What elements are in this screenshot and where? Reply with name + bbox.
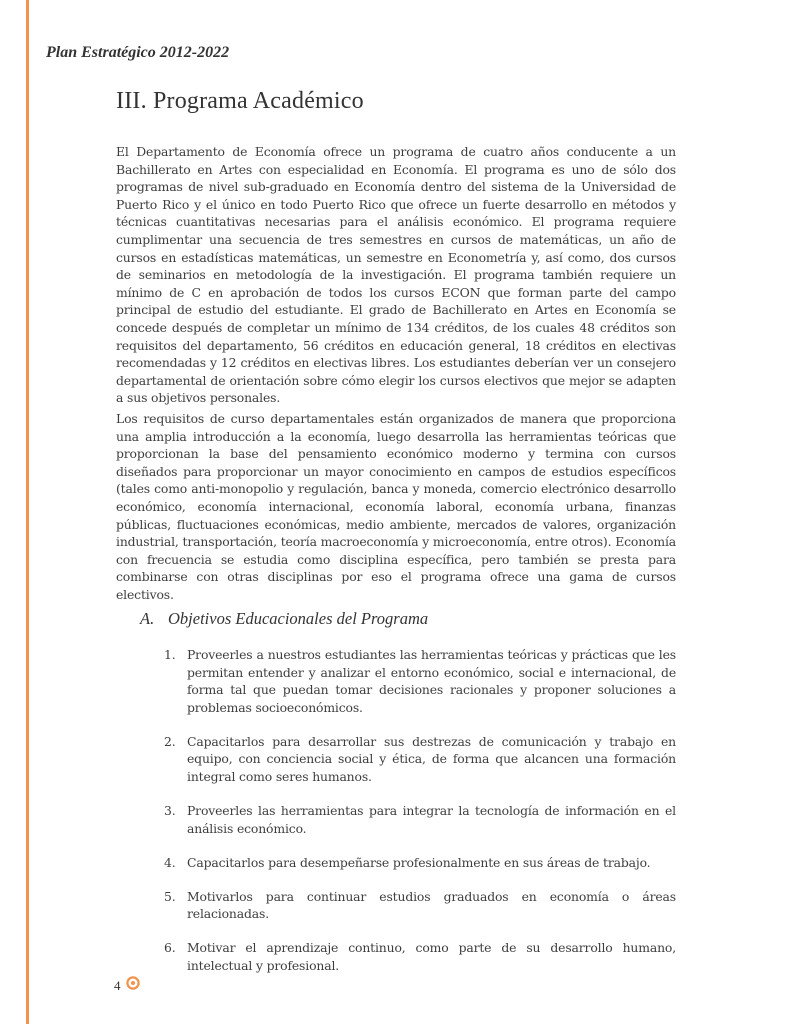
objective-item [156,854,676,872]
objective-number: 1. [164,647,176,662]
subsection-letter: A. [140,609,155,628]
objective-item [156,888,676,923]
objective-item [156,939,676,974]
page-number: 4 [114,978,121,993]
objective-text: Proveerles las herramientas para integrar la tecnología de información en el análisis económico. [187,802,676,836]
objective-item [156,733,676,786]
subsection-title-text: Objetivos Educacionales del Programa [168,609,429,628]
running-header: Plan Estratégico 2012-2022 [46,44,230,61]
objective-number: 2. [164,733,176,749]
objective-item [156,646,676,716]
left-accent-rule [26,0,29,1024]
orange-ring-icon [126,976,140,990]
objective-text: Proveerles a nuestros estudiantes las herramientas teóricas y prácticas que les permitan entender y analizar el entorno económico, social e internacional, de forma tal que puedan tomar decisiones racionales y proponer soluciones a problemas socioeconómicos. [187,647,676,715]
objective-text: Capacitarlos para desarrollar sus destrezas de comunicación y trabajo en equipo, con conciencia social y ética, de forma que alcancen una formación integral como seres humanos. [187,733,676,784]
objective-number: 6. [164,940,176,956]
objective-number: 3. [164,802,176,818]
objective-text: Capacitarlos para desempeñarse profesionalmente en sus áreas de trabajo. [187,854,651,870]
body-paragraph-1: El Departamento de Economía ofrece un programa de cuatro años conducente a un Bachillerato en Artes con especialidad en Economía. El programa es uno de sólo dos programas de nivel sub-graduado en Economía dentro del sistema de la Universidad de Puerto Rico y el único en todo Puerto Rico que ofrece un fuerte desarrollo en métodos y técnicas cuantitativas necesarias para el análisis económico. El programa requiere cumplimentar una secuencia de tres semestres en cursos de matemáticas, un año de cursos en estadísticas matemáticas, un semestre en Econometría y, así como, dos cursos de seminarios en metodología de la investigación. El programa también requiere un mínimo de C en aprobación de todos los cursos ECON que forman parte del campo principal de estudio del estudiante. El grado de Bachillerato en Artes en Economía se concede después de completar un mínimo de 134 créditos, de los cuales 48 créditos son requisitos del departamento, 56 créditos en educación general, 18 créditos en electivas recomendadas y 12 créditos en electivas libres. Los estudiantes deberían ver un consejero departamental de orientación sobre cómo elegir los cursos electivos que mejor se adapten a sus objetivos personales. [116,144,676,406]
objective-number: 5. [164,888,176,904]
body-paragraph-2: Los requisitos de curso departamentales están organizados de manera que proporciona una amplia introducción a la economía, luego desarrolla las herramientas teóricas que proporcionan la base del pensamiento económico moderno y termina con cursos diseñados para proporcionar un mayor conocimiento en campos de estudios específicos (tales como anti-monopolio y regulación, banca y moneda, comercio electrónico desarrollo económico, economía internacional, economía laboral, economía urbana, finanzas públicas, fluctuaciones económicas, medio ambiente, mercados de valores, organización industrial, transportación, teoría macroeconomía y microeconomía, entre otros). Economía con frecuencia se estudia como disciplina específica, pero también se presta para combinarse con otras disciplinas por eso el programa ofrece una gama de cursos electivos. [116,411,676,602]
objective-text: Motivar el aprendizaje continuo, como parte de su desarrollo humano, intelectual y profesional. [187,940,676,973]
objective-number: 4. [164,854,176,870]
objective-item [156,802,676,837]
objectives-list [156,646,676,991]
section-title: III. Programa Académico [116,88,364,114]
subsection-title [140,609,428,629]
objective-text: Motivarlos para continuar estudios graduados en economía o áreas relacionadas. [187,888,676,922]
